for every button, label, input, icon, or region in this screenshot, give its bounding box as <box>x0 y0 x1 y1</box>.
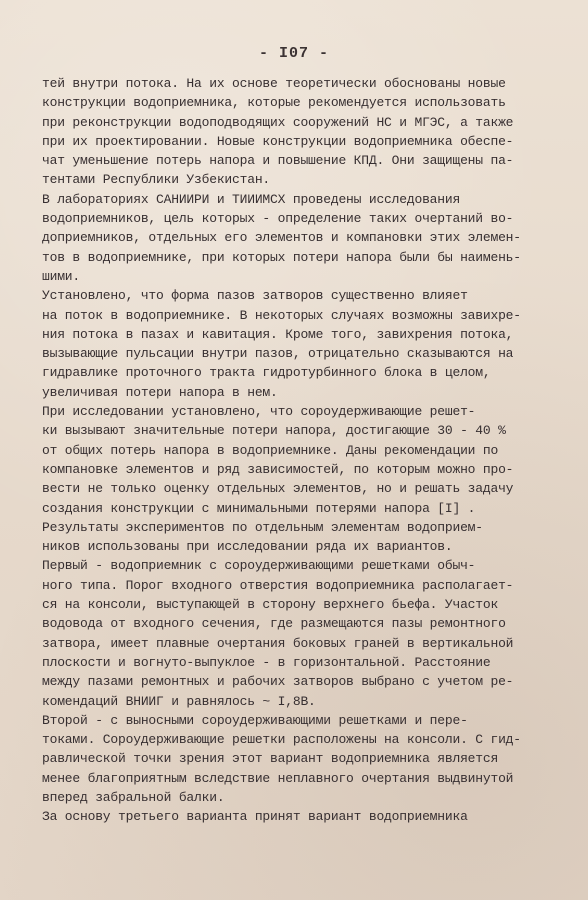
text-line: ников использованы при исследовании ряда их вариантов. <box>42 539 453 555</box>
text-line: вести не только оценку отдельных элементов, но и решать задачу <box>42 481 514 497</box>
page-number: - I07 - <box>258 45 329 62</box>
text-line: тентами Республики Узбекистан. <box>42 172 271 188</box>
body-text <box>42 74 547 827</box>
text-line: водоприемников, цель которых - определение таких очертаний во- <box>42 211 514 227</box>
text-line: при реконструкции водоподводящих сооружений НС и МГЭС, а также <box>42 114 514 130</box>
text-line: от общих потерь напора в водоприемнике. Даны рекомендации по <box>42 442 499 458</box>
text-line: менее благоприятным вследствие неплавного очертания выдвинутой <box>42 770 514 786</box>
text-line: Второй - с выносными сороудерживающими решетками и пере- <box>42 712 468 728</box>
text-line: За основу третьего варианта принят вариант водоприемника <box>42 809 468 825</box>
text-line: комендаций ВНИИГ и равнялось ~ I,8B. <box>42 693 316 709</box>
text-line: вперед забральной балки. <box>42 789 225 805</box>
text-line: чат уменьшение потерь напора и повышение КПД. Они защищены па- <box>42 153 514 169</box>
text-line: тей внутри потока. На их основе теоретически обоснованы новые <box>42 76 506 91</box>
text-line: ся на консоли, выступающей в сторону верхнего бьефа. Участок <box>42 597 499 613</box>
text-line: При исследовании установлено, что сороудерживающие решет- <box>42 404 476 420</box>
text-line: компановке элементов и ряд зависимостей, по которым можно про- <box>42 461 514 477</box>
text-line: гидравлике проточного тракта гидротурбинного блока в целом, <box>42 365 491 381</box>
text-line: водовода от входного сечения, где размещаются пазы ремонтного <box>42 616 506 632</box>
text-line: Первый - водоприемник с сороудерживающими решетками обыч- <box>42 558 476 574</box>
text-line: В лабораториях САНИИРИ и ТИИИМСХ проведены исследования <box>42 191 461 207</box>
text-line: создания конструкции с минимальными потерями напора [I] . <box>42 500 476 516</box>
text-line: между пазами ремонтных и рабочих затворов выбрано с учетом ре- <box>42 674 514 690</box>
text-line: при их проектировании. Новые конструкции водоприемника обеспе- <box>42 133 514 149</box>
text-line: ния потока в пазах и кавитация. Кроме того, завихрения потока, <box>42 326 514 342</box>
text-line: доприемников, отдельных его элементов и компановки этих элемен- <box>42 230 521 246</box>
text-line: ки вызывают значительные потери напора, достигающие 30 - 40 % <box>42 423 506 439</box>
text-line: на поток в водоприемнике. В некоторых случаях возможны завихре- <box>42 307 521 323</box>
text-line: плоскости и вогнуто-выпуклое - в горизонтальной. Расстояние <box>42 654 491 670</box>
text-line: токами. Сороудерживающие решетки расположены на консоли. С гид- <box>42 732 521 748</box>
text-line: Результаты экспериментов по отдельным элементам водоприем- <box>42 519 483 535</box>
text-line: равлической точки зрения этот вариант водоприемника является <box>42 751 499 767</box>
text-line: конструкции водоприемника, которые рекомендуется использовать <box>42 95 506 111</box>
text-line: тов в водоприемнике, при которых потери напора были бы наимень- <box>42 249 521 265</box>
text-line: вызывающие пульсации внутри пазов, отрицательно сказываются на <box>42 346 514 362</box>
text-line: увеличивая потери напора в нем. <box>42 384 278 400</box>
text-line: шими. <box>42 268 81 284</box>
text-line: затвора, имеет плавные очертания боковых граней в вертикальной <box>42 635 514 651</box>
text-line: ного типа. Порог входного отверстия водоприемника располагает- <box>42 577 514 593</box>
text-line: Установлено, что форма пазов затворов существенно влияет <box>42 288 468 304</box>
